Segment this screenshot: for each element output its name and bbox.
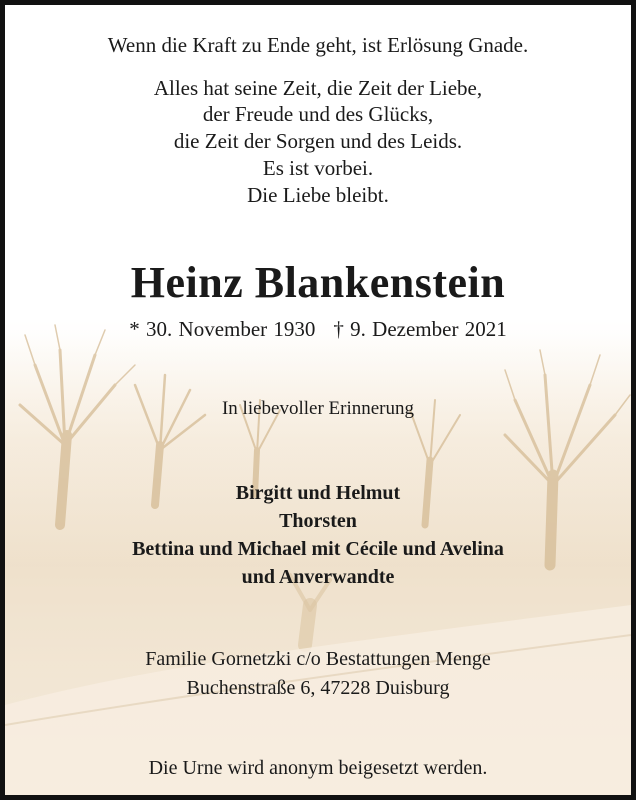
poem-line-2: der Freude und des Glücks, bbox=[202, 102, 434, 126]
life-dates bbox=[5, 317, 631, 342]
deceased-name: Heinz Blankenstein bbox=[130, 258, 506, 307]
poem-line-3: die Zeit der Sorgen und des Leids. bbox=[173, 129, 463, 153]
mourner-line-2: Thorsten bbox=[279, 510, 357, 532]
family-contact-line: Familie Gornetzki c/o Bestattungen Menge bbox=[145, 648, 491, 670]
motto-line: Wenn die Kraft zu Ende geht, ist Erlösung Gnade. bbox=[107, 33, 529, 57]
mourner-line-4: und Anverwandte bbox=[241, 566, 395, 588]
memory-line: In liebevoller Erinnerung bbox=[221, 398, 415, 419]
poem-line-4: Es ist vorbei. bbox=[262, 156, 374, 180]
poem-line-1: Alles hat seine Zeit, die Zeit der Liebe, bbox=[153, 76, 483, 100]
mourner-line-3: Bettina und Michael mit Cécile und Avelina bbox=[132, 538, 504, 560]
closing-note: Die Urne wird anonym beigesetzt werden. bbox=[148, 757, 488, 779]
birth-date: * 30. November 1930 bbox=[129, 317, 316, 341]
mourner-line-1: Birgitt und Helmut bbox=[235, 482, 401, 504]
family-address-line: Buchenstraße 6, 47228 Duisburg bbox=[186, 677, 450, 699]
poem-line-5: Die Liebe bleibt. bbox=[247, 183, 389, 207]
death-date: † 9. Dezember 2021 bbox=[333, 317, 507, 341]
